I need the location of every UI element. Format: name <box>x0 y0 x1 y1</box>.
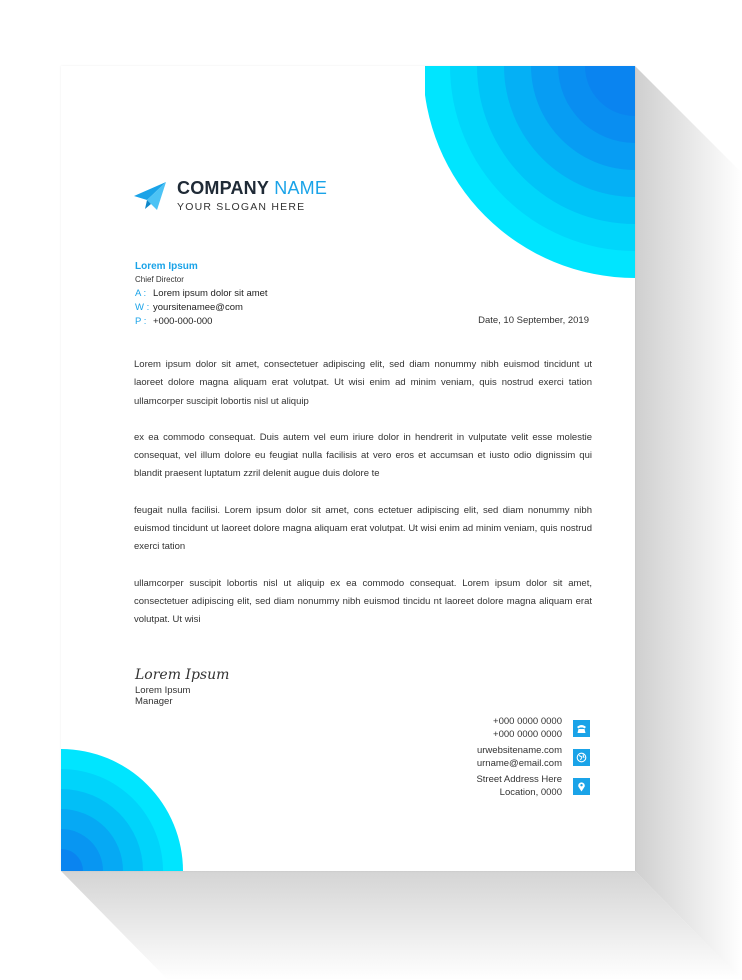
signatory-title: Manager <box>135 696 173 707</box>
contact-website: urwebsitename.com <box>476 745 562 756</box>
company-logo <box>133 178 327 213</box>
address-key: A : <box>135 288 147 299</box>
signature-block <box>135 667 229 707</box>
top-right-ring-decoration <box>425 66 635 278</box>
phone-key: P : <box>135 316 147 327</box>
sender-name: Lorem Ipsum <box>135 261 198 272</box>
body-paragraph-3: feugait nulla facilisi. Lorem ipsum dolor sit amet, cons ectetuer adipiscing elit, sed diam nonummy nibh euismod tincidunt ut laoreet dolore magna aliquam erat volutpat. Ut wisi enim ad minim veniam, quis nostrud exerci tation <box>134 504 592 553</box>
web-key: W : <box>135 302 150 313</box>
sender-role: Chief Director <box>135 275 184 284</box>
sender-web: yoursitenamee@com <box>153 302 243 313</box>
contact-web-group <box>476 745 561 770</box>
body-paragraph-2: ex ea commodo consequat. Duis autem vel eum iriure dolor in hendrerit in vulputate velit esse molestie consequat, vel illum dolore eu feugiat nulla facilisis at vero eros et accumsan et iusto odio dignissim qui blandit praesent luptatum zzril delenit augue duis dolore te <box>134 431 592 480</box>
sender-phone: +000-000-000 <box>153 316 213 327</box>
letterhead-sheet <box>61 66 635 871</box>
handwritten-signature: Lorem Ipsum <box>135 667 230 683</box>
contact-phone-2: +000 0000 0000 <box>493 728 562 740</box>
body-paragraph-1: Lorem ipsum dolor sit amet, consectetuer adipiscing elit, sed diam nonummy nibh euismod tincidunt ut laoreet dolore magna aliquam erat volutpat. Ut wisi enim ad minim veniam, quis nostrud exerci tation ullamcorper suscipit lobortis nisl ut aliquip <box>134 359 592 407</box>
contact-block <box>476 716 561 803</box>
company-slogan: YOUR SLOGAN HERE <box>177 201 306 213</box>
location-icon <box>573 778 590 795</box>
company-name <box>177 178 327 198</box>
contact-street: Street Address Here <box>476 774 562 785</box>
contact-location: Location, 0000 <box>499 786 562 798</box>
sender-phone-row <box>135 315 268 329</box>
paper-plane-icon <box>133 179 167 213</box>
sender-block <box>135 261 268 329</box>
letter-body <box>134 356 592 648</box>
phone-icon <box>573 720 590 737</box>
letter-date: Date, 10 September, 2019 <box>478 315 589 326</box>
contact-email: urname@email.com <box>476 757 562 769</box>
company-name-primary: COMPANY <box>177 178 270 198</box>
signatory-name: Lorem Ipsum <box>135 685 191 696</box>
bottom-left-ring-decoration <box>61 748 183 871</box>
body-paragraph-4: ullamcorper suscipit lobortis nisl ut aliquip ex ea commodo consequat. Lorem ipsum dolor sit amet, consectetuer adipiscing elit, sed diam nonummy nibh euismod tincidu nt laoreet dolore magna aliquam erat volutpat. Ut wisi <box>134 577 592 626</box>
company-name-secondary: NAME <box>274 178 328 198</box>
contact-address-group <box>476 774 561 799</box>
web-icon <box>573 749 590 766</box>
contact-phone-1: +000 0000 0000 <box>493 716 562 727</box>
contact-phone-group <box>476 716 561 741</box>
sender-address-row <box>135 287 268 301</box>
sender-address: Lorem ipsum dolor sit amet <box>153 288 268 299</box>
sender-web-row <box>135 301 268 315</box>
